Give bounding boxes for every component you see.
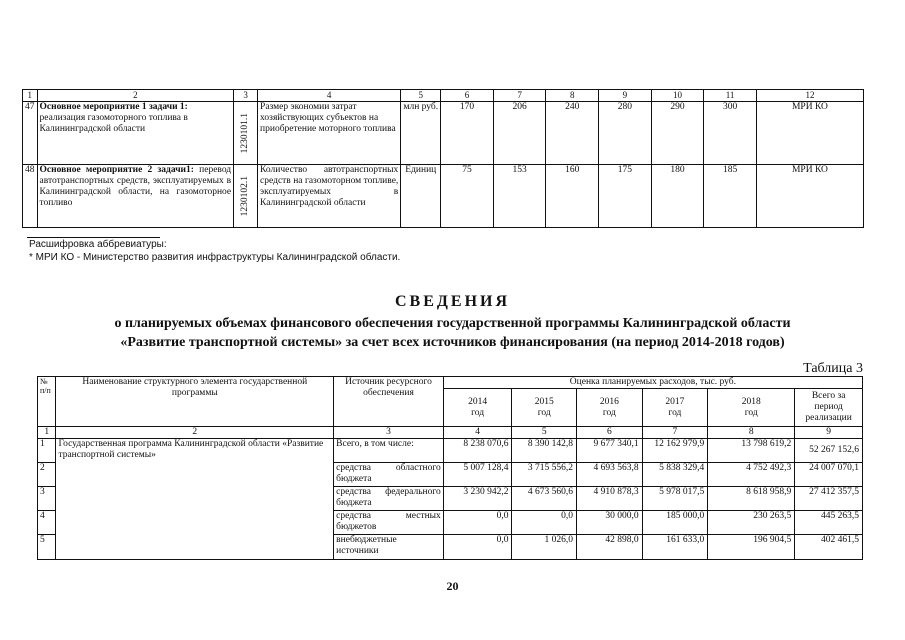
year: 2018 [741, 396, 761, 407]
col-num: 7 [493, 90, 546, 102]
year-suffix: год [537, 407, 551, 418]
col-num: 2 [37, 90, 234, 102]
measure-code: 1230102.1 [240, 175, 251, 217]
amount-cell: 4 910 878,3 [577, 487, 643, 511]
year-header [708, 389, 795, 427]
value-cell: 185 [704, 165, 757, 228]
row-number: 48 [23, 165, 38, 228]
col-num: 1 [23, 90, 38, 102]
col-num: 12 [756, 90, 863, 102]
amount-cell: 5 978 017,5 [642, 487, 708, 511]
abbreviation-line: * МРИ КО - Министерство развития инфраструктуры Калининградской области. [29, 252, 401, 263]
amount-total: 27 412 357,5 [795, 487, 863, 511]
year-header [642, 389, 708, 427]
amount-cell: 5 838 329,4 [642, 463, 708, 487]
measure-title: Основное мероприятие 1 задачи 1: [39, 102, 188, 112]
table-row [23, 165, 864, 228]
abbreviation-heading: Расшифровка аббревиатуры: [29, 239, 167, 250]
col-num: 6 [441, 90, 494, 102]
value-cell: 300 [704, 102, 757, 165]
measure-name [37, 102, 234, 165]
col-num: 1 [38, 427, 56, 439]
header-total: Всего за период реализации [795, 389, 863, 427]
year-suffix: год [744, 407, 758, 418]
year: 2017 [665, 396, 685, 407]
document-title: СВЕДЕНИЯ [394, 293, 511, 310]
col-num: 9 [599, 90, 652, 102]
value-cell: 153 [493, 165, 546, 228]
executor: МРИ КО [756, 102, 863, 165]
amount-cell: 161 633,0 [642, 535, 708, 560]
col-num: 5 [401, 90, 441, 102]
value-cell: 290 [651, 102, 704, 165]
year: 2014 [468, 396, 488, 407]
page-number: 20 [446, 579, 459, 593]
value-cell: 175 [599, 165, 652, 228]
year-header [443, 389, 512, 427]
col-num: 3 [334, 427, 444, 439]
amount-cell: 13 798 619,2 [708, 439, 795, 463]
amount-cell: 0,0 [443, 535, 512, 560]
header-estimate: Оценка планируемых расходов, тыс. руб. [443, 377, 862, 389]
amount-cell: 9 677 340,1 [577, 439, 643, 463]
row-number: 4 [38, 511, 56, 535]
year-suffix: год [602, 407, 616, 418]
header-source: Источник ресурсного обеспечения [334, 377, 444, 427]
source-label: средства федерального бюджета [334, 487, 444, 511]
indicator-name: Размер экономии затрат хозяйствующих субъектов на приобретение моторного топлива [258, 102, 401, 165]
measure-code-cell [234, 102, 258, 165]
source-label: средства областного бюджета [334, 463, 444, 487]
col-num: 2 [56, 427, 334, 439]
source-label: Всего, в том числе: [334, 439, 444, 463]
value-cell: 240 [546, 102, 599, 165]
value-cell: 75 [441, 165, 494, 228]
document-subtitle-2: «Развитие транспортной системы» за счет всех источников финансирования (на период 2014-2018 годов) [120, 335, 785, 350]
amount-cell: 4 693 563,8 [577, 463, 643, 487]
amount-total: 24 007 070,1 [795, 463, 863, 487]
amount-cell: 1 026,0 [512, 535, 577, 560]
value-cell: 170 [441, 102, 494, 165]
value-cell: 280 [599, 102, 652, 165]
year-header [577, 389, 643, 427]
value-cell: 160 [546, 165, 599, 228]
table-row [23, 102, 864, 165]
row-number: 47 [23, 102, 38, 165]
table-label: Таблица 3 [803, 361, 863, 376]
col-num: 5 [512, 427, 577, 439]
col-num: 4 [443, 427, 512, 439]
measure-title: Основное мероприятие 2 задачи1: [39, 165, 194, 175]
header-name: Наименование структурного элемента государственной программы [56, 377, 334, 427]
document-subtitle: о планируемых объемах финансового обеспечения государственной программы Калининградской области [114, 316, 791, 331]
footnote-divider [27, 237, 160, 238]
amount-cell: 0,0 [443, 511, 512, 535]
amount-total: 445 263,5 [795, 511, 863, 535]
measure-desc: реализация газомоторного топлива в Калининградской области [39, 113, 188, 134]
amount-cell: 3 715 556,2 [512, 463, 577, 487]
amount-cell: 4 752 492,3 [708, 463, 795, 487]
measure-code-cell [234, 165, 258, 228]
row-number: 3 [38, 487, 56, 511]
unit: млн руб. [401, 102, 441, 165]
table-row [38, 439, 863, 463]
row-number: 1 [38, 439, 56, 463]
indicators-header-row [23, 90, 864, 102]
col-num: 9 [795, 427, 863, 439]
amount-cell: 196 904,5 [708, 535, 795, 560]
col-num: 6 [577, 427, 643, 439]
finance-colnum-row [38, 427, 863, 439]
amount-cell: 8 618 958,9 [708, 487, 795, 511]
col-num: 8 [708, 427, 795, 439]
header-num: № п/п [38, 377, 56, 427]
unit: Единиц [401, 165, 441, 228]
col-num: 10 [651, 90, 704, 102]
value-cell: 180 [651, 165, 704, 228]
amount-cell: 3 230 942,2 [443, 487, 512, 511]
amount-cell: 4 673 560,6 [512, 487, 577, 511]
value-cell: 206 [493, 102, 546, 165]
amount-cell: 8 390 142,8 [512, 439, 577, 463]
indicator-name: Количество автотранспортных средств на газомоторном топливе, эксплуатируемых в Калининградской области [258, 165, 401, 228]
amount-total: 402 461,5 [795, 535, 863, 560]
amount-cell: 42 898,0 [577, 535, 643, 560]
program-name: Государственная программа Калининградской области «Развитие транспортной системы» [56, 439, 334, 560]
year-suffix: год [668, 407, 682, 418]
year: 2015 [534, 396, 554, 407]
executor: МРИ КО [756, 165, 863, 228]
amount-cell: 5 007 128,4 [443, 463, 512, 487]
amount-cell: 8 238 070,6 [443, 439, 512, 463]
amount-cell: 185 000,0 [642, 511, 708, 535]
col-num: 3 [234, 90, 258, 102]
measure-code: 1230101.1 [240, 112, 251, 154]
col-num: 4 [258, 90, 401, 102]
source-label: средства местных бюджетов [334, 511, 444, 535]
amount-cell: 0,0 [512, 511, 577, 535]
measure-desc: перевод автотранспортных средств, эксплуатируемых в Калининградской области, на газомоторное топливо [39, 165, 232, 208]
year-suffix: год [471, 407, 485, 418]
col-num: 7 [642, 427, 708, 439]
year: 2016 [599, 396, 619, 407]
amount-cell: 12 162 979,9 [642, 439, 708, 463]
col-num: 11 [704, 90, 757, 102]
source-label: внебюджетные источники [334, 535, 444, 560]
finance-table [37, 376, 863, 560]
amount-cell: 230 263,5 [708, 511, 795, 535]
finance-header-row [38, 377, 863, 389]
row-number: 5 [38, 535, 56, 560]
amount-total: 52 267 152,6 [795, 439, 863, 463]
measure-name [37, 165, 234, 228]
indicators-table [22, 89, 864, 228]
amount-cell: 30 000,0 [577, 511, 643, 535]
col-num: 8 [546, 90, 599, 102]
row-number: 2 [38, 463, 56, 487]
year-header [512, 389, 577, 427]
